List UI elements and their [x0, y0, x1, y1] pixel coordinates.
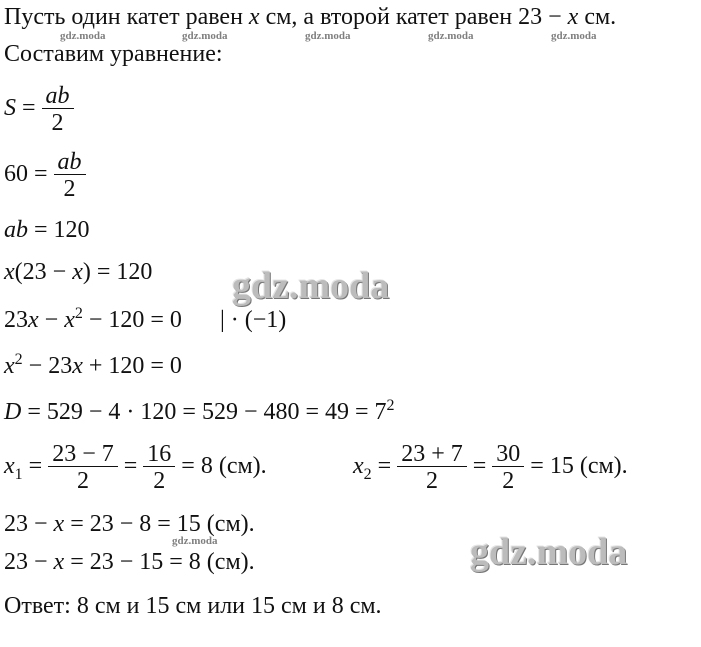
equation-check-2 — [4, 550, 255, 574]
multiplier-note: | · (−1) — [219, 307, 287, 333]
var-d: D — [4, 399, 22, 425]
roots-line — [4, 442, 267, 493]
equation-part: − 120 = 0 — [82, 307, 182, 333]
denominator: 2 — [42, 108, 74, 135]
equals: = — [16, 95, 42, 122]
var-x: x — [248, 4, 260, 30]
var-x2: x — [353, 453, 364, 480]
equals: = — [466, 453, 493, 480]
intro-text-2: см, а второй катет равен 23 − — [259, 4, 568, 30]
equation-check-1 — [4, 512, 255, 536]
denominator: 2 — [397, 466, 467, 493]
denominator: 2 — [143, 466, 175, 493]
watermark-small: gdz.moda — [182, 30, 228, 42]
equals: = — [371, 453, 398, 480]
var-x: x — [53, 549, 65, 575]
compose-line: Составим уравнение: — [4, 41, 223, 67]
equation-part: + 120 = 0 — [82, 353, 182, 379]
var-x: x — [4, 259, 15, 285]
fraction — [492, 442, 524, 493]
equals: = — [117, 453, 144, 480]
fraction — [42, 84, 74, 135]
var-ab: ab — [4, 217, 28, 243]
exponent: 2 — [14, 351, 23, 368]
numerator: 16 — [147, 441, 172, 467]
equation-lhs: 60 = — [4, 161, 54, 188]
var-x: x — [72, 259, 83, 285]
denominator: 2 — [54, 174, 86, 201]
numerator: ab — [57, 149, 82, 175]
equation-part: = 529 − 4 · 120 = 529 − 480 = 49 = 7 — [21, 399, 387, 425]
root-result: = 15 (см). — [524, 453, 628, 480]
numerator: 30 — [496, 441, 521, 467]
intro-text-3: см. — [578, 4, 617, 30]
var-x: x — [72, 353, 83, 379]
equation-product — [4, 260, 152, 284]
intro-text-1: Пусть один катет равен — [4, 4, 249, 30]
watermark-large: gdz.moda — [232, 265, 390, 307]
discriminant-line — [4, 398, 395, 424]
watermark-small: gdz.moda — [172, 535, 218, 547]
fraction — [143, 442, 175, 493]
fraction — [54, 150, 86, 201]
equation-rest: = 120 — [28, 217, 90, 243]
fraction — [48, 442, 118, 493]
equation-quadratic-2 — [4, 352, 182, 378]
numerator: 23 − 7 — [52, 441, 114, 467]
denominator: 2 — [492, 466, 524, 493]
equation-part: 23 − — [4, 511, 54, 537]
equation-60 — [4, 150, 86, 201]
equation-part: 23 — [4, 307, 28, 333]
watermark-small: gdz.moda — [551, 30, 597, 42]
var-s: S — [4, 95, 16, 122]
var-x1: x — [4, 453, 15, 480]
subscript: 1 — [14, 465, 23, 483]
equation-part: = 23 − 15 = 8 (см). — [64, 549, 255, 575]
equation-part: (23 − — [14, 259, 73, 285]
fraction — [397, 442, 467, 493]
equation-quadratic-1 — [4, 306, 286, 332]
equals: = — [22, 453, 49, 480]
intro-line — [4, 5, 616, 29]
var-x: x — [28, 307, 39, 333]
equation-part: − — [38, 307, 65, 333]
equation-part: ) = 120 — [82, 259, 153, 285]
root-result: = 8 (см). — [175, 453, 267, 480]
equation-part: = 23 − 8 = 15 (см). — [64, 511, 255, 537]
roots-line-2 — [353, 442, 628, 493]
subscript: 2 — [363, 465, 372, 483]
watermark-small: gdz.moda — [305, 30, 351, 42]
denominator: 2 — [48, 466, 118, 493]
equation-ab — [4, 218, 90, 242]
answer-line: Ответ: 8 см и 15 см или 15 см и 8 см. — [4, 593, 382, 619]
var-x: x — [567, 4, 579, 30]
watermark-small: gdz.moda — [60, 30, 106, 42]
watermark-small: gdz.moda — [428, 30, 474, 42]
exponent: 2 — [74, 305, 83, 322]
exponent: 2 — [386, 397, 395, 414]
watermark-large: gdz.moda — [470, 531, 628, 573]
equation-part: 23 − — [4, 549, 54, 575]
var-x: x — [64, 307, 75, 333]
var-x: x — [53, 511, 65, 537]
equation-part: − 23 — [22, 353, 73, 379]
numerator: 23 + 7 — [401, 441, 463, 467]
numerator: ab — [45, 83, 70, 109]
var-x: x — [4, 353, 15, 379]
equation-area — [4, 84, 74, 135]
